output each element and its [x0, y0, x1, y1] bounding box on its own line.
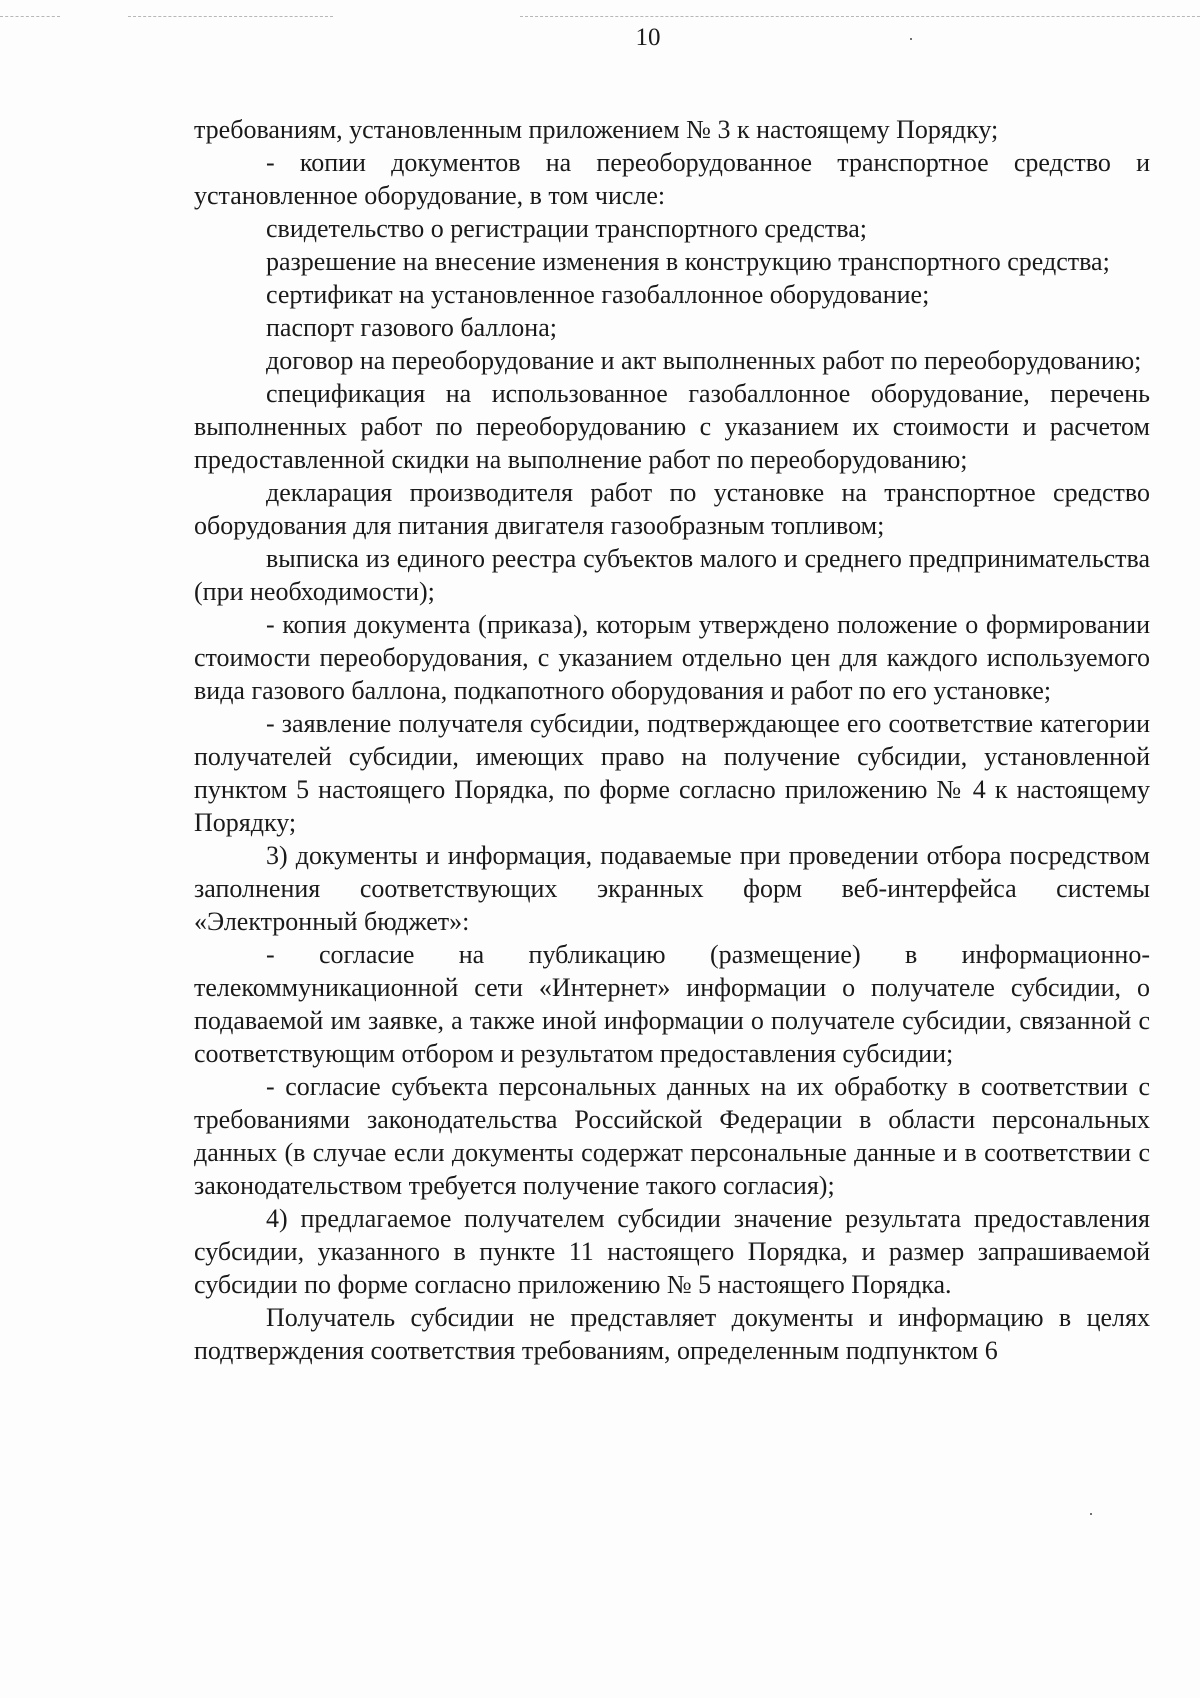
paragraph: декларация производителя работ по установке на транспортное средство оборудования для питания двигателя газообразным топливом; — [194, 478, 1150, 540]
paragraph: паспорт газового баллона; — [266, 313, 557, 342]
paragraph: выписка из единого реестра субъектов малого и среднего предпринимательства (при необходимости); — [194, 544, 1150, 606]
paragraph: 3) документы и информация, подаваемые при проведении отбора посредством заполнения соответствующих экранных форм веб-интерфейса системы «Электронный бюджет»: — [194, 841, 1150, 936]
paragraph: сертификат на установленное газобаллонное оборудование; — [266, 280, 930, 309]
scan-edge-mark — [520, 16, 1200, 17]
paragraph: - согласие субъекта персональных данных на их обработку в соответствии с требованиями законодательства Российской Федерации в области персональных данных (в случае если документы содержат персональные данные и в соответствии с законодательством требуется получение такого согласия); — [194, 1072, 1150, 1200]
paragraph: - копии документов на переоборудованное транспортное средство и установленное оборудование, в том числе: — [194, 148, 1150, 210]
paragraph: разрешение на внесение изменения в конструкцию транспортного средства; — [266, 247, 1110, 276]
paragraph: - заявление получателя субсидии, подтверждающее его соответствие категории получателей субсидии, имеющих право на получение субсидии, установленной пунктом 5 настоящего Порядка, по форме согласно приложению № 4 к настоящему Порядку; — [194, 709, 1150, 837]
document-body — [194, 113, 1150, 1367]
paragraph: свидетельство о регистрации транспортного средства; — [266, 214, 867, 243]
paragraph: 4) предлагаемое получателем субсидии значение результата предоставления субсидии, указанного в пункте 11 настоящего Порядка, и размер запрашиваемой субсидии по форме согласно приложению № 5 настоящего Порядка. — [194, 1204, 1150, 1299]
paragraph: - копия документа (приказа), которым утверждено положение о формировании стоимости переоборудования, с указанием отдельно цен для каждого используемого вида газового баллона, подкапотного оборудования и работ по его установке; — [194, 610, 1150, 705]
scan-edge-mark — [128, 16, 333, 17]
page-number: 10 — [635, 24, 661, 51]
paragraph: договор на переоборудование и акт выполненных работ по переоборудованию; — [266, 346, 1142, 375]
paragraph: Получатель субсидии не представляет документы и информацию в целях подтверждения соответствия требованиям, определенным подпунктом 6 — [194, 1303, 1150, 1365]
paragraph: спецификация на использованное газобаллонное оборудование, перечень выполненных работ по переоборудованию с указанием их стоимости и расчетом предоставленной скидки на выполнение работ по переоборудованию; — [194, 379, 1150, 474]
scan-edge-mark — [0, 16, 60, 17]
paragraph: - согласие на публикацию (размещение) в информационно-телекоммуникационной сети «Интернет» информации о получателе субсидии, о подаваемой им заявке, а также иной информации о получателе субсидии, связанной с соответствующим отбором и результатом предоставления субсидии; — [194, 940, 1150, 1068]
scan-speck — [1090, 1513, 1092, 1515]
paragraph: требованиям, установленным приложением № 3 к настоящему Порядку; — [194, 115, 999, 144]
